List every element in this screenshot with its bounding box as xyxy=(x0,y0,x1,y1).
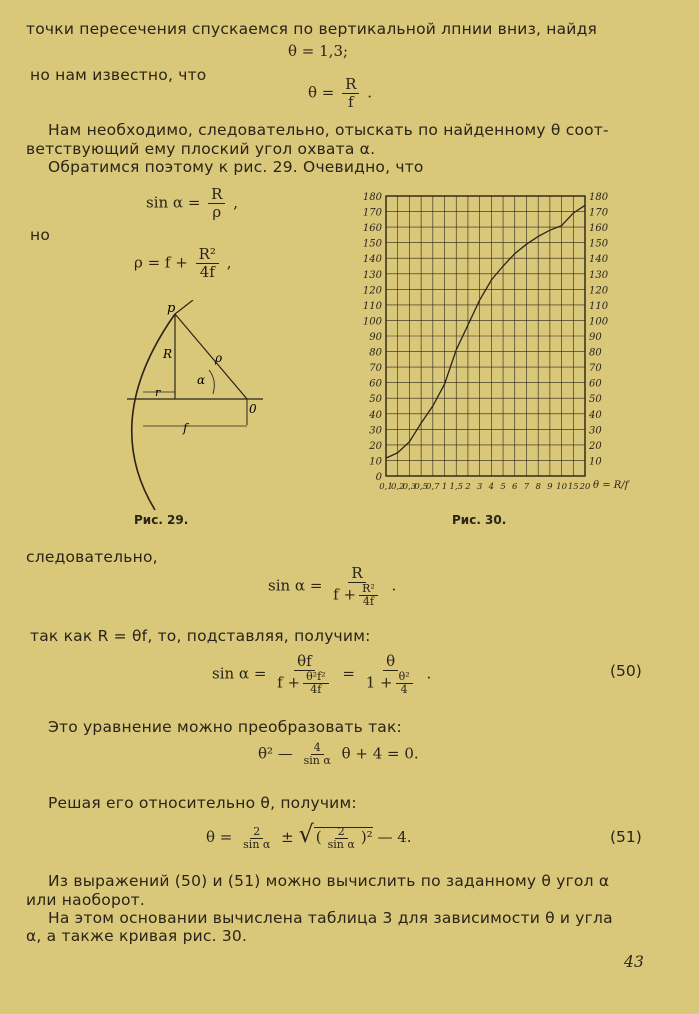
text-line-12: α, а также кривая рис. 30. xyxy=(26,927,248,945)
equation-theta-def: θ = $\frac{R}{f}$ . xyxy=(308,75,373,111)
chart-y-tick-left: 110 xyxy=(362,300,382,312)
chart-y-tick-right: 90 xyxy=(589,332,602,343)
eq51-den: sin α xyxy=(243,837,271,851)
chart-y-tick-right: 30 xyxy=(589,425,602,437)
chart-x-tick: 2 xyxy=(465,482,471,492)
equation-rho: ρ = f + $\frac{\text{R²}}{4f}$ , xyxy=(134,245,232,281)
text-line-6: так как R = θf, то, подставляя, получим: xyxy=(30,627,371,645)
eq50-den2-num: θ² xyxy=(396,671,413,684)
fig29-label-rho: ρ xyxy=(215,351,223,365)
rho-lhs: ρ = f + xyxy=(134,253,188,272)
text-line-4: ветствующий ему плоский угол охвата α. xyxy=(26,140,376,158)
chart-y-tick-right: 100 xyxy=(589,316,609,328)
eq51-sqrt-num: 2 xyxy=(335,826,348,839)
fig29-label-f: f xyxy=(183,421,188,435)
chart-y-tick-right: 80 xyxy=(589,347,602,359)
chart-y-tick-left: 80 xyxy=(369,347,382,359)
chart-y-tick-right: 140 xyxy=(589,254,609,266)
sin-lhs: sin α = xyxy=(146,193,201,212)
equation-sin-alpha: sin α = $\frac{R}{\rho}$ , xyxy=(146,185,239,221)
chart-x-tick: 8 xyxy=(535,482,541,492)
chart-y-tick-left: 120 xyxy=(362,285,382,297)
chart-y-tick-right: 60 xyxy=(589,378,602,390)
chart-y-tick-left: 70 xyxy=(369,363,382,375)
fig29-label-O: 0 xyxy=(249,402,257,416)
eq50-den1-num: θ²f² xyxy=(303,671,329,684)
chart-y-tick-right: 10 xyxy=(589,456,602,468)
figure-30-chart xyxy=(350,186,645,511)
chart-y-tick-left: 10 xyxy=(369,456,382,468)
eq50-den1a: f + xyxy=(277,673,301,692)
eq50-den2a: 1 + xyxy=(365,673,393,692)
fig30-caption: Рис. 30. xyxy=(452,513,507,527)
chart-y-tick-left: 180 xyxy=(362,192,382,203)
equation-number-50: (50) xyxy=(610,662,642,680)
eq50-equals: = xyxy=(342,664,355,683)
fig29-label-alpha: α xyxy=(197,373,206,387)
chart-y-tick-left: 20 xyxy=(369,440,382,452)
eq50-den1-den: 4f xyxy=(310,683,322,696)
chart-y-tick-right: 120 xyxy=(589,285,609,297)
chart-y-tick-left: 90 xyxy=(369,332,382,343)
equation-quadratic xyxy=(258,742,419,767)
chart-x-tick: 5 xyxy=(500,482,506,492)
equation-3: sin α = R f + $\frac{\text{R²}}{4f}$ . xyxy=(268,564,397,608)
chart-y-tick-right: 180 xyxy=(589,192,609,203)
equation-number-51: (51) xyxy=(610,828,642,846)
chart-y-tick-left: 60 xyxy=(369,378,382,390)
chart-y-tick-left: 50 xyxy=(369,394,382,406)
eq2-num: R xyxy=(342,76,359,94)
figure-29 xyxy=(105,300,280,515)
eq51-tail: — 4. xyxy=(377,828,412,846)
text-line-2: но нам известно, что xyxy=(30,66,207,84)
fig29-label-r: r xyxy=(155,386,161,399)
text-line-5: Обратимся поэтому к рис. 29. Очевидно, что xyxy=(48,158,424,176)
equation-theta-value: θ = 1,3; xyxy=(288,42,349,60)
eq51-pm: ± xyxy=(281,828,294,846)
chart-y-tick-left: 160 xyxy=(362,223,382,235)
chart-y-tick-left: 130 xyxy=(362,269,382,281)
chart-x-tick: 20 xyxy=(579,482,591,492)
chart-y-tick-right: 20 xyxy=(589,440,602,452)
chart-x-tick: 10 xyxy=(556,482,568,492)
text-no: но xyxy=(30,226,51,244)
text-line-1: точки пересечения спускаемся по вертикальной лпнии вниз, найдя xyxy=(26,20,598,38)
eqq-den: sin α xyxy=(303,754,331,767)
sin-den: ρ xyxy=(212,203,222,221)
equation-50: sin α = θf f + $\frac{\text{θ²f²}}{4f}$ = θ 1 + $\frac{\text{θ²}}{4}$ . xyxy=(212,652,432,696)
text-line-8: Решая его относительно θ, получим: xyxy=(48,794,357,812)
fig29-arc xyxy=(132,314,175,510)
eq3-den-a: f + xyxy=(333,585,357,604)
eq2-den: f xyxy=(348,93,354,111)
chart-y-tick-left: 40 xyxy=(369,409,382,421)
eq3-lhs: sin α = xyxy=(268,576,323,595)
eq50-lhs: sin α = xyxy=(212,664,267,683)
fig29-angle-arc xyxy=(209,370,214,394)
eqq-num: 4 xyxy=(311,742,324,755)
chart-x-tick: 15 xyxy=(567,482,579,492)
chart-y-tick-right: 160 xyxy=(589,223,609,235)
fig29-radius xyxy=(175,314,247,399)
chart-x-tick: 7 xyxy=(523,482,530,492)
chart-curve xyxy=(386,205,585,458)
chart-y-tick-left: 100 xyxy=(362,316,382,328)
text-sled: следовательно, xyxy=(26,548,158,566)
eq50-num2: θ xyxy=(383,653,398,671)
fig29-caption: Рис. 29. xyxy=(134,513,189,527)
chart-x-axis-label: θ = R/f xyxy=(593,480,629,491)
page-number: 43 xyxy=(624,953,645,971)
eq51-num: 2 xyxy=(250,826,263,839)
eq3-den-den: 4f xyxy=(362,595,374,608)
chart-y-tick-right: 70 xyxy=(589,363,602,375)
chart-x-tick: 0,7 xyxy=(426,482,440,492)
chart-y-tick-right: 40 xyxy=(589,409,602,421)
eq50-den2-den: 4 xyxy=(400,683,408,696)
eq3-den-num: R² xyxy=(359,583,378,596)
chart-x-tick: 1 xyxy=(441,482,448,492)
text-line-3: Нам необходимо, следовательно, отыскать по найденному θ соот- xyxy=(48,121,609,139)
fig29-ext xyxy=(175,300,193,314)
eq2-lhs: θ = xyxy=(308,83,335,102)
rho-den: 4f xyxy=(199,263,215,281)
eq51-sqrt-den: sin α xyxy=(327,837,355,851)
text-line-7: Это уравнение можно преобразовать так: xyxy=(48,718,402,736)
eqq-b: θ + 4 = 0. xyxy=(341,744,419,763)
chart-y-tick-left: 140 xyxy=(362,254,382,266)
chart-y-tick-right: 110 xyxy=(589,300,609,312)
chart-y-tick-zero: 0 xyxy=(375,472,382,483)
chart-x-tick: 0,2 xyxy=(390,482,405,492)
chart-y-tick-left: 170 xyxy=(362,207,382,219)
chart-y-tick-right: 130 xyxy=(589,269,609,281)
chart-x-tick: 6 xyxy=(512,482,518,492)
text-line-11: На этом основании вычислена таблица 3 для зависимости θ и угла xyxy=(48,909,613,927)
chart-x-tick: 0,3 xyxy=(402,482,417,492)
chart-y-tick-right: 170 xyxy=(589,207,609,219)
chart-x-tick: 0,5 xyxy=(414,482,428,492)
chart-x-tick: 9 xyxy=(547,482,553,492)
chart-y-tick-left: 30 xyxy=(369,425,382,437)
eq3-num: R xyxy=(348,565,365,583)
chart-x-tick: 3 xyxy=(476,482,483,492)
sin-num: R xyxy=(208,186,225,204)
chart-x-tick: 0,1 xyxy=(379,482,393,492)
eqq-a: θ² — xyxy=(258,744,293,763)
text-line-10: или наоборот. xyxy=(26,891,146,909)
eq51-lhs: θ = xyxy=(206,828,233,846)
chart-y-tick-left: 150 xyxy=(362,238,382,250)
rho-num: R² xyxy=(196,246,219,264)
fig29-label-R: R xyxy=(163,347,173,361)
equation-51: θ = $\frac{2}{\text{sin α}}$ ± √ ( $\frac{2}{\text{sin α}}$ )² — 4. xyxy=(206,820,412,851)
eq50-num1: θf xyxy=(294,653,315,671)
chart-y-tick-right: 150 xyxy=(589,238,609,250)
text-line-9: Из выражений (50) и (51) можно вычислить по заданному θ угол α xyxy=(48,872,610,890)
chart-x-tick: 1,5 xyxy=(449,482,464,492)
chart-y-tick-right: 50 xyxy=(589,394,602,406)
chart-x-tick: 4 xyxy=(488,482,495,492)
fig29-label-p: p xyxy=(167,301,176,316)
